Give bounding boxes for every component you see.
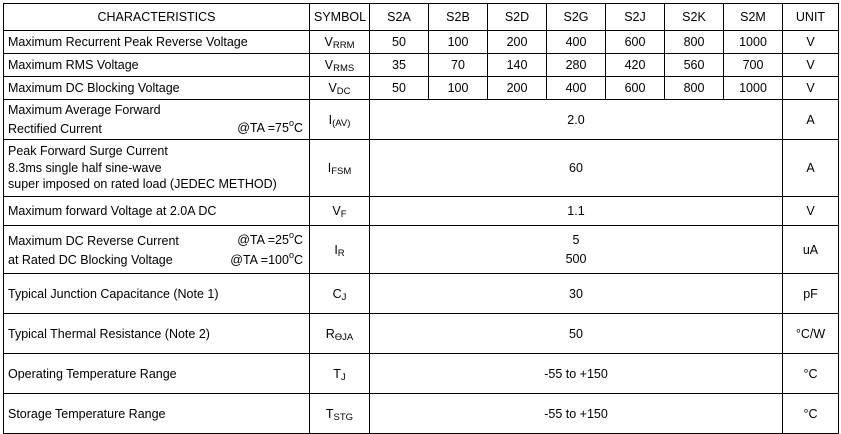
characteristic-text: Rectified Current: [8, 121, 102, 136]
row-characteristic: Maximum Recurrent Peak Reverse Voltage: [4, 31, 310, 54]
row-unit: V: [783, 197, 839, 226]
symbol-sub: J: [340, 371, 346, 383]
value-s2g: 280: [547, 54, 606, 77]
value-s2k: 800: [665, 77, 724, 100]
row-symbol: [310, 394, 370, 434]
row-symbol: [310, 314, 370, 354]
row-symbol: [310, 226, 370, 274]
symbol-main: I: [327, 161, 332, 175]
condition-text: [237, 230, 305, 249]
characteristic-line-2: 8.3ms single half sine-wave: [8, 160, 162, 175]
row-characteristic: Maximum DC Blocking Voltage: [4, 77, 310, 100]
symbol-main: V: [328, 81, 337, 95]
symbol-main: V: [324, 58, 334, 72]
value-s2m: 700: [724, 54, 783, 77]
row-unit: uA: [783, 226, 839, 274]
row-characteristic: Typical Junction Capacitance (Note 1): [4, 274, 310, 314]
characteristic-line-2: [8, 250, 305, 269]
value-s2m: 1000: [724, 31, 783, 54]
characteristic-line-1: Maximum Average Forward: [8, 102, 161, 117]
row-characteristic: [4, 100, 310, 140]
header-unit: UNIT: [783, 4, 839, 31]
condition-text: [230, 250, 305, 269]
row-unit: pF: [783, 274, 839, 314]
row-symbol: [310, 197, 370, 226]
characteristic-line-3: super imposed on rated load (JEDEC METHOD): [8, 177, 277, 192]
row-characteristic: Maximum RMS Voltage: [4, 54, 310, 77]
value-s2a: 35: [370, 54, 429, 77]
header-s2a: S2A: [370, 4, 429, 31]
characteristic-line-2: [8, 118, 305, 137]
row-characteristic: Storage Temperature Range: [4, 394, 310, 434]
value-s2b: 100: [429, 31, 488, 54]
header-characteristics: CHARACTERISTICS: [4, 4, 310, 31]
symbol-main: T: [333, 366, 341, 381]
row-characteristic: [4, 140, 310, 197]
row-symbol: [310, 100, 370, 140]
value-s2j: 420: [606, 54, 665, 77]
merged-value: 2.0: [370, 100, 783, 140]
value-s2j: 600: [606, 77, 665, 100]
row-characteristic: Operating Temperature Range: [4, 354, 310, 394]
condition-unit: C: [293, 233, 303, 248]
table-body: [4, 31, 839, 434]
degree-symbol: o: [288, 230, 294, 241]
value-s2m: 1000: [724, 77, 783, 100]
table-row: [4, 77, 839, 100]
symbol-sub: F: [340, 209, 347, 220]
characteristic-text: Maximum DC Reverse Current: [8, 233, 179, 248]
characteristic-line-1: Peak Forward Surge Current: [8, 143, 168, 158]
row-symbol: [310, 77, 370, 100]
value-s2j: 600: [606, 31, 665, 54]
symbol-main: I: [328, 112, 333, 127]
symbol-sub: ӨJA: [334, 331, 354, 343]
characteristic-line-1: [8, 230, 305, 249]
value-s2d: 140: [488, 54, 547, 77]
row-symbol: [310, 354, 370, 394]
value-s2d: 200: [488, 77, 547, 100]
value-s2a: 50: [370, 77, 429, 100]
row-characteristic: [4, 226, 310, 274]
table-row: [4, 197, 839, 226]
header-s2b: S2B: [429, 4, 488, 31]
merged-value: [370, 226, 783, 274]
condition-value: @TA =25: [237, 233, 289, 248]
table-row: [4, 31, 839, 54]
condition-value: @TA =75: [237, 121, 289, 136]
symbol-sub: RRM: [332, 40, 355, 51]
merged-value: 60: [370, 140, 783, 197]
merged-value: 1.1: [370, 197, 783, 226]
merged-value: -55 to +150: [370, 394, 783, 434]
value-s2b: 100: [429, 77, 488, 100]
degree-symbol: o: [288, 249, 294, 260]
value-s2g: 400: [547, 31, 606, 54]
header-s2d: S2D: [488, 4, 547, 31]
condition-unit: C: [293, 121, 303, 136]
symbol-sub: R: [337, 247, 345, 259]
value-s2d: 200: [488, 31, 547, 54]
merged-value-line-1: 5: [572, 232, 580, 247]
row-unit: °C/W: [783, 314, 839, 354]
table-row: [4, 54, 839, 77]
symbol-main: R: [325, 326, 335, 341]
value-s2k: 560: [665, 54, 724, 77]
symbol-sub: RMS: [333, 63, 355, 74]
table-row: [4, 226, 839, 274]
symbol-sub: STG: [333, 411, 354, 423]
table-row: [4, 394, 839, 434]
row-symbol: [310, 31, 370, 54]
merged-value: -55 to +150: [370, 354, 783, 394]
value-s2g: 400: [547, 77, 606, 100]
symbol-main: I: [334, 242, 338, 257]
symbol-sub: FSM: [331, 166, 352, 177]
table-row: [4, 314, 839, 354]
electrical-characteristics-table: [3, 3, 839, 434]
header-s2g: S2G: [547, 4, 606, 31]
value-s2k: 800: [665, 31, 724, 54]
row-characteristic: Maximum forward Voltage at 2.0A DC: [4, 197, 310, 226]
header-s2j: S2J: [606, 4, 665, 31]
symbol-main: C: [332, 286, 342, 301]
row-symbol: [310, 140, 370, 197]
degree-symbol: o: [288, 118, 294, 129]
row-symbol: [310, 274, 370, 314]
header-s2m: S2M: [724, 4, 783, 31]
table-header: [4, 4, 839, 31]
table-row: [4, 354, 839, 394]
header-symbol: SYMBOL: [310, 4, 370, 31]
symbol-sub: (AV): [332, 117, 351, 129]
row-unit: A: [783, 100, 839, 140]
row-unit: V: [783, 31, 839, 54]
symbol-main: V: [324, 35, 333, 49]
symbol-main: T: [325, 406, 334, 421]
condition-unit: C: [293, 252, 303, 267]
row-unit: V: [783, 54, 839, 77]
row-unit: V: [783, 77, 839, 100]
symbol-sub: DC: [336, 86, 351, 97]
header-s2k: S2K: [665, 4, 724, 31]
merged-value: 50: [370, 314, 783, 354]
row-characteristic: Typical Thermal Resistance (Note 2): [4, 314, 310, 354]
row-symbol: [310, 54, 370, 77]
condition-text: [237, 118, 305, 137]
value-s2b: 70: [429, 54, 488, 77]
table-row: [4, 140, 839, 197]
merged-value-line-2: 500: [565, 251, 587, 266]
row-unit: °C: [783, 394, 839, 434]
header-row: [4, 4, 839, 31]
row-unit: °C: [783, 354, 839, 394]
row-unit: A: [783, 140, 839, 197]
table-row: [4, 100, 839, 140]
symbol-main: V: [332, 204, 341, 218]
condition-value: @TA =100: [230, 252, 289, 267]
characteristic-text: at Rated DC Blocking Voltage: [8, 252, 173, 267]
value-s2a: 50: [370, 31, 429, 54]
symbol-sub: J: [341, 291, 347, 303]
merged-value: 30: [370, 274, 783, 314]
table-row: [4, 274, 839, 314]
